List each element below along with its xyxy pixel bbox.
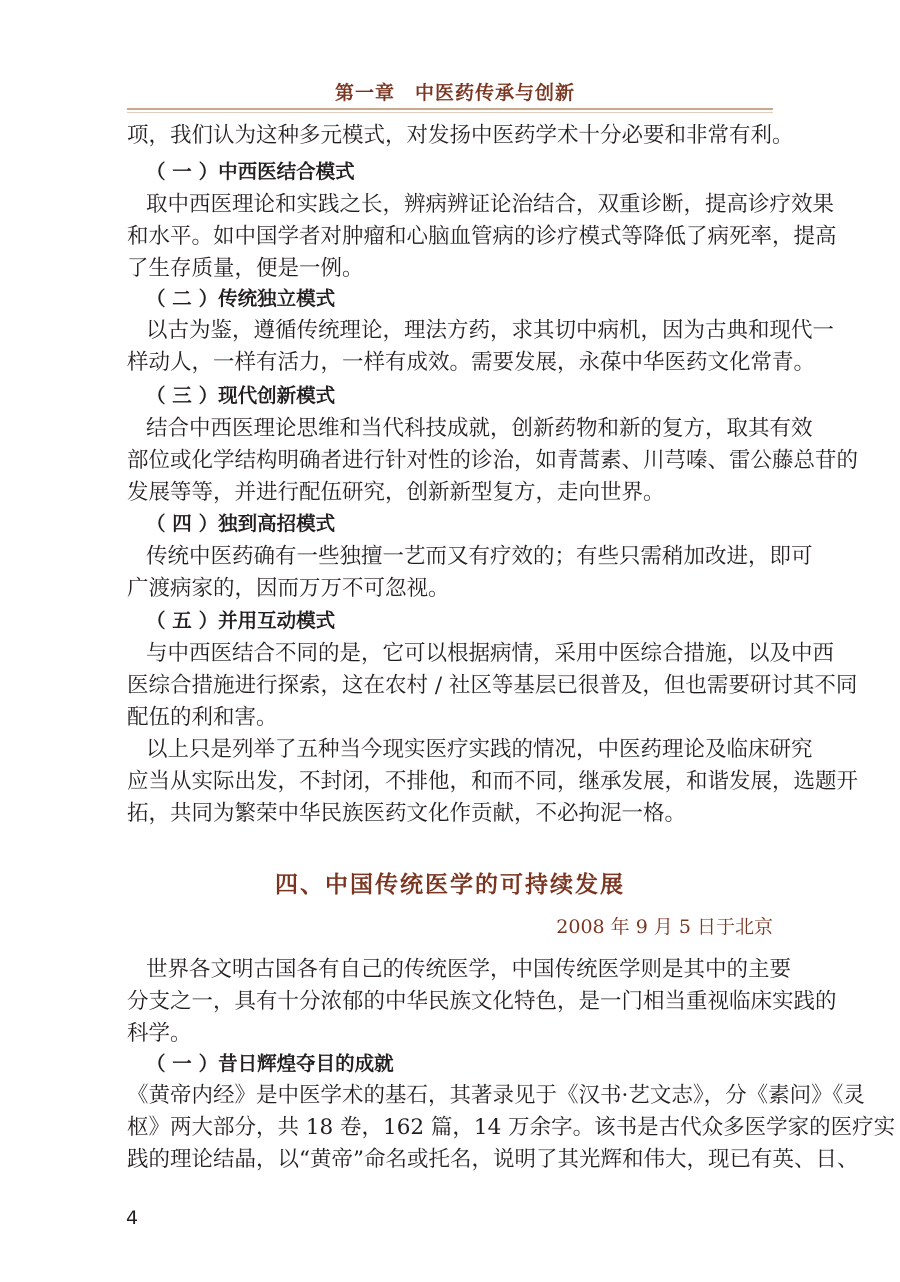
text-line: 世界各文明古国各有自己的传统医学，中国传统医学则是其中的主要 (146, 957, 792, 982)
text-line: 分支之一，具有十分浓郁的中华民族文化特色，是一门相当重视临床实践的 (127, 989, 837, 1014)
text-line: 广渡病家的，因而万万不可忽视。 (127, 576, 450, 601)
text-line: 取中西医理论和实践之长，辨病辨证论治结合，双重诊断，提高诊疗效果 (146, 192, 835, 217)
text-line: 拓，共同为繁荣中华民族医药文化作贡献，不必拘泥一格。 (127, 801, 687, 826)
text-line: 部位或化学结构明确者进行针对性的诊治，如青蒿素、川芎嗪、雷公藤总苷的 (127, 448, 859, 473)
section-title: 四、中国传统医学的可持续发展 (275, 872, 625, 898)
subheading-2: （ 二 ）传统独立模式 (146, 287, 336, 310)
subheading-4: （ 四 ）独到高招模式 (146, 512, 336, 535)
text-line: 医综合措施进行探索，这在农村 / 社区等基层已很普及，但也需要研讨其不同 (127, 673, 858, 698)
subheading-3: （ 三 ）现代创新模式 (146, 384, 336, 407)
chapter-title: 中医药传承与创新 (415, 82, 576, 104)
subheading-5: （ 五 ）并用互动模式 (146, 609, 336, 632)
text-line: 践的理论结晶，以“黄帝”命名或托名，说明了其光辉和伟大，现已有英、日、 (127, 1147, 859, 1172)
subheading-6: （ 一 ）昔日辉煌夺目的成就 (146, 1052, 394, 1075)
date-line: 2008 年 9 月 5 日于北京 (556, 916, 773, 938)
text-line: 以古为鉴，遵循传统理论，理法方药，求其切中病机，因为古典和现代一 (146, 318, 835, 343)
chapter-number: 第一章 (335, 82, 396, 104)
text-line: 传统中医药确有一些独擅一艺而又有疗效的；有些只需稍加改进，即可 (146, 544, 813, 569)
text-line: 科学。 (127, 1021, 192, 1046)
text-line: 《黄帝内经》是中医学术的基石，其著录见于《汉书·艺文志》，分《素问》《灵 (127, 1083, 865, 1108)
text-line: 项，我们认为这种多元模式，对发扬中医药学术十分必要和非常有利。 (127, 123, 794, 148)
text-line: 了生存质量，便是一例。 (127, 256, 364, 281)
text-line: 以上只是列举了五种当今现实医疗实践的情况，中医药理论及临床研究 (146, 737, 813, 762)
header-rule-thin (127, 112, 773, 113)
text-line: 和水平。如中国学者对肿瘤和心脑血管病的诊疗模式等降低了病死率，提高 (127, 224, 837, 249)
text-line: 应当从实际出发，不封闭，不排他，和而不同，继承发展，和谐发展，选题开 (127, 769, 859, 794)
header-rule (127, 108, 773, 110)
page-number: 4 (126, 1207, 139, 1229)
running-header (335, 78, 575, 105)
text-line: 配伍的利和害。 (127, 705, 278, 730)
text-line: 发展等等，并进行配伍研究，创新新型复方，走向世界。 (127, 480, 665, 505)
text-line: 与中西医结合不同的是，它可以根据病情，采用中医综合措施，以及中西 (146, 641, 835, 666)
text-line: 结合中西医理论思维和当代科技成就，创新药物和新的复方，取其有效 (146, 416, 813, 441)
subheading-1: （ 一 ）中西医结合模式 (146, 160, 355, 183)
text-line: 枢》两大部分，共 18 卷，162 篇，14 万余字。该书是古代众多医学家的医疗实 (127, 1115, 896, 1140)
text-line: 样动人，一样有活力，一样有成效。需要发展，永葆中华医药文化常青。 (127, 350, 816, 375)
